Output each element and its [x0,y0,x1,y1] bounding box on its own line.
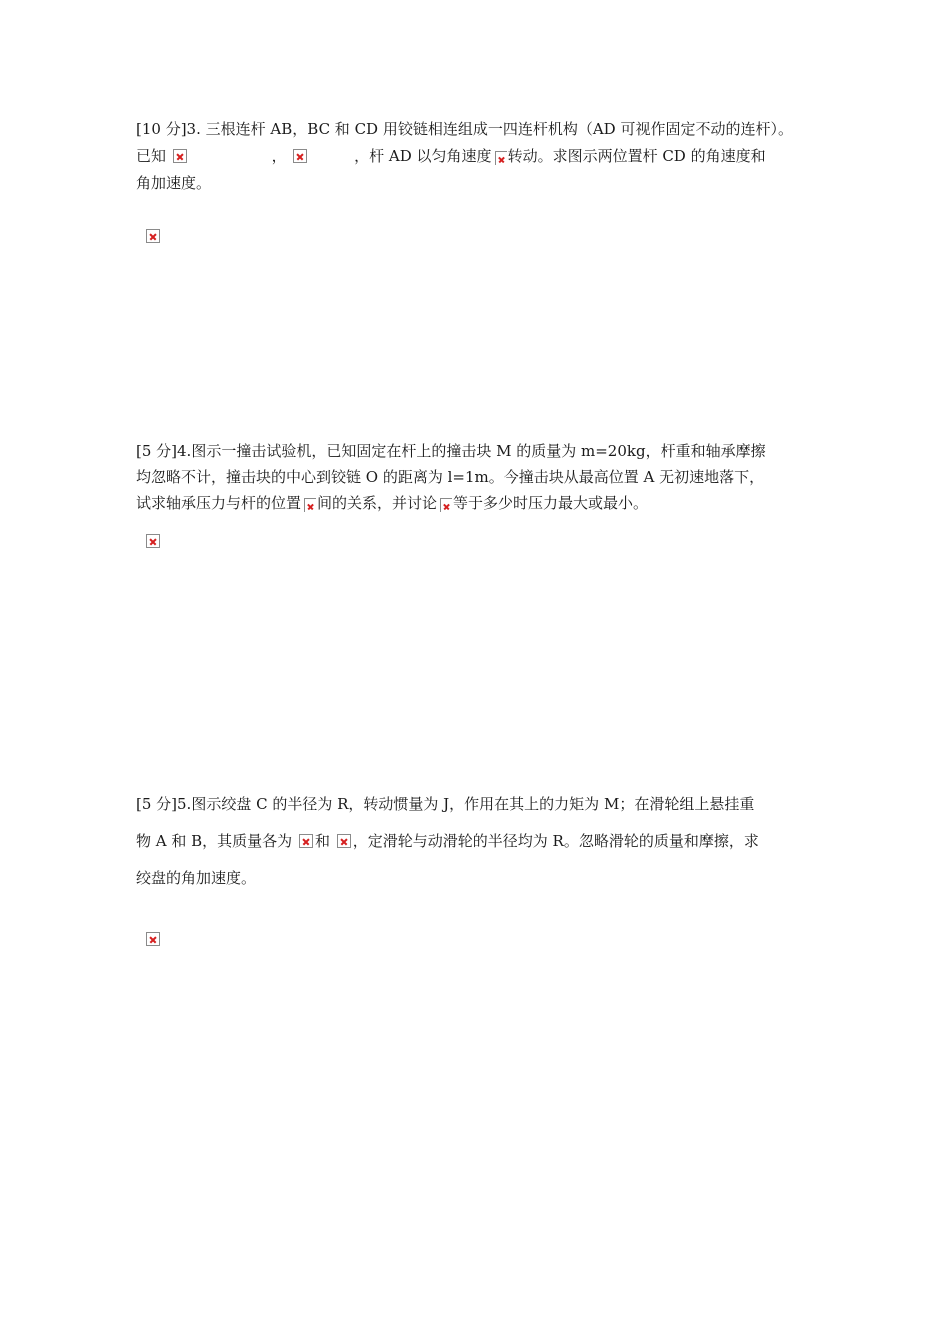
broken-image-icon [337,834,351,848]
problem-5-line-2 [136,823,816,860]
problem-5-line-3: 绞盘的角加速度。 [136,869,257,887]
text-segment: ， [271,147,287,165]
problem-3 [136,116,816,197]
broken-image-icon [146,229,160,243]
problem-3-figure [146,226,160,245]
problem-5-figure [146,929,160,948]
text-segment: 和 [314,832,330,850]
problem-3-line-1: [10 分]3. 三根连杆 AB，BC 和 CD 用铰链相连组成一四连杆机构（AD 可视作固定不动的连杆）。 [136,120,793,138]
broken-image-icon [304,498,316,512]
problem-4-line-3 [136,490,816,516]
text-segment: 物 A 和 B，其质量各为 [136,832,293,850]
problem-5-line-1: [5 分]5.图示绞盘 C 的半径为 R，转动惯量为 J，作用在其上的力矩为 M；在滑轮组上悬挂重 [136,795,755,813]
text-segment: ，杆 AD 以匀角速度 [354,147,492,165]
broken-image-icon [299,834,313,848]
problem-3-line-2 [136,143,816,170]
text-segment: ，定滑轮与动滑轮的半径均为 R。忽略滑轮的质量和摩擦，求 [352,832,759,850]
problem-5 [136,786,816,897]
text-segment: 已知 [136,147,167,165]
text-segment: 转动。求图示两位置杆 CD 的角速度和 [507,147,766,165]
problem-4 [136,438,816,516]
text-segment: 试求轴承压力与杆的位置 [136,494,302,512]
text-segment: 等于多少时压力最大或最小。 [453,494,649,512]
broken-image-icon [440,498,452,512]
problem-4-line-1: [5 分]4.图示一撞击试验机，已知固定在杆上的撞击块 M 的质量为 m=20kg，杆重和轴承摩擦 [136,442,766,460]
problem-4-figure [146,531,160,550]
broken-image-icon [495,151,507,165]
problem-4-line-2: 均忽略不计，撞击块的中心到铰链 O 的距离为 l=1m。今撞击块从最高位置 A 无初速地落下， [136,468,765,486]
broken-image-icon [146,534,160,548]
broken-image-icon [173,149,187,163]
broken-image-icon [146,932,160,946]
problem-3-line-3: 角加速度。 [136,174,212,192]
broken-image-icon [293,149,307,163]
text-segment: 间的关系，并讨论 [317,494,438,512]
